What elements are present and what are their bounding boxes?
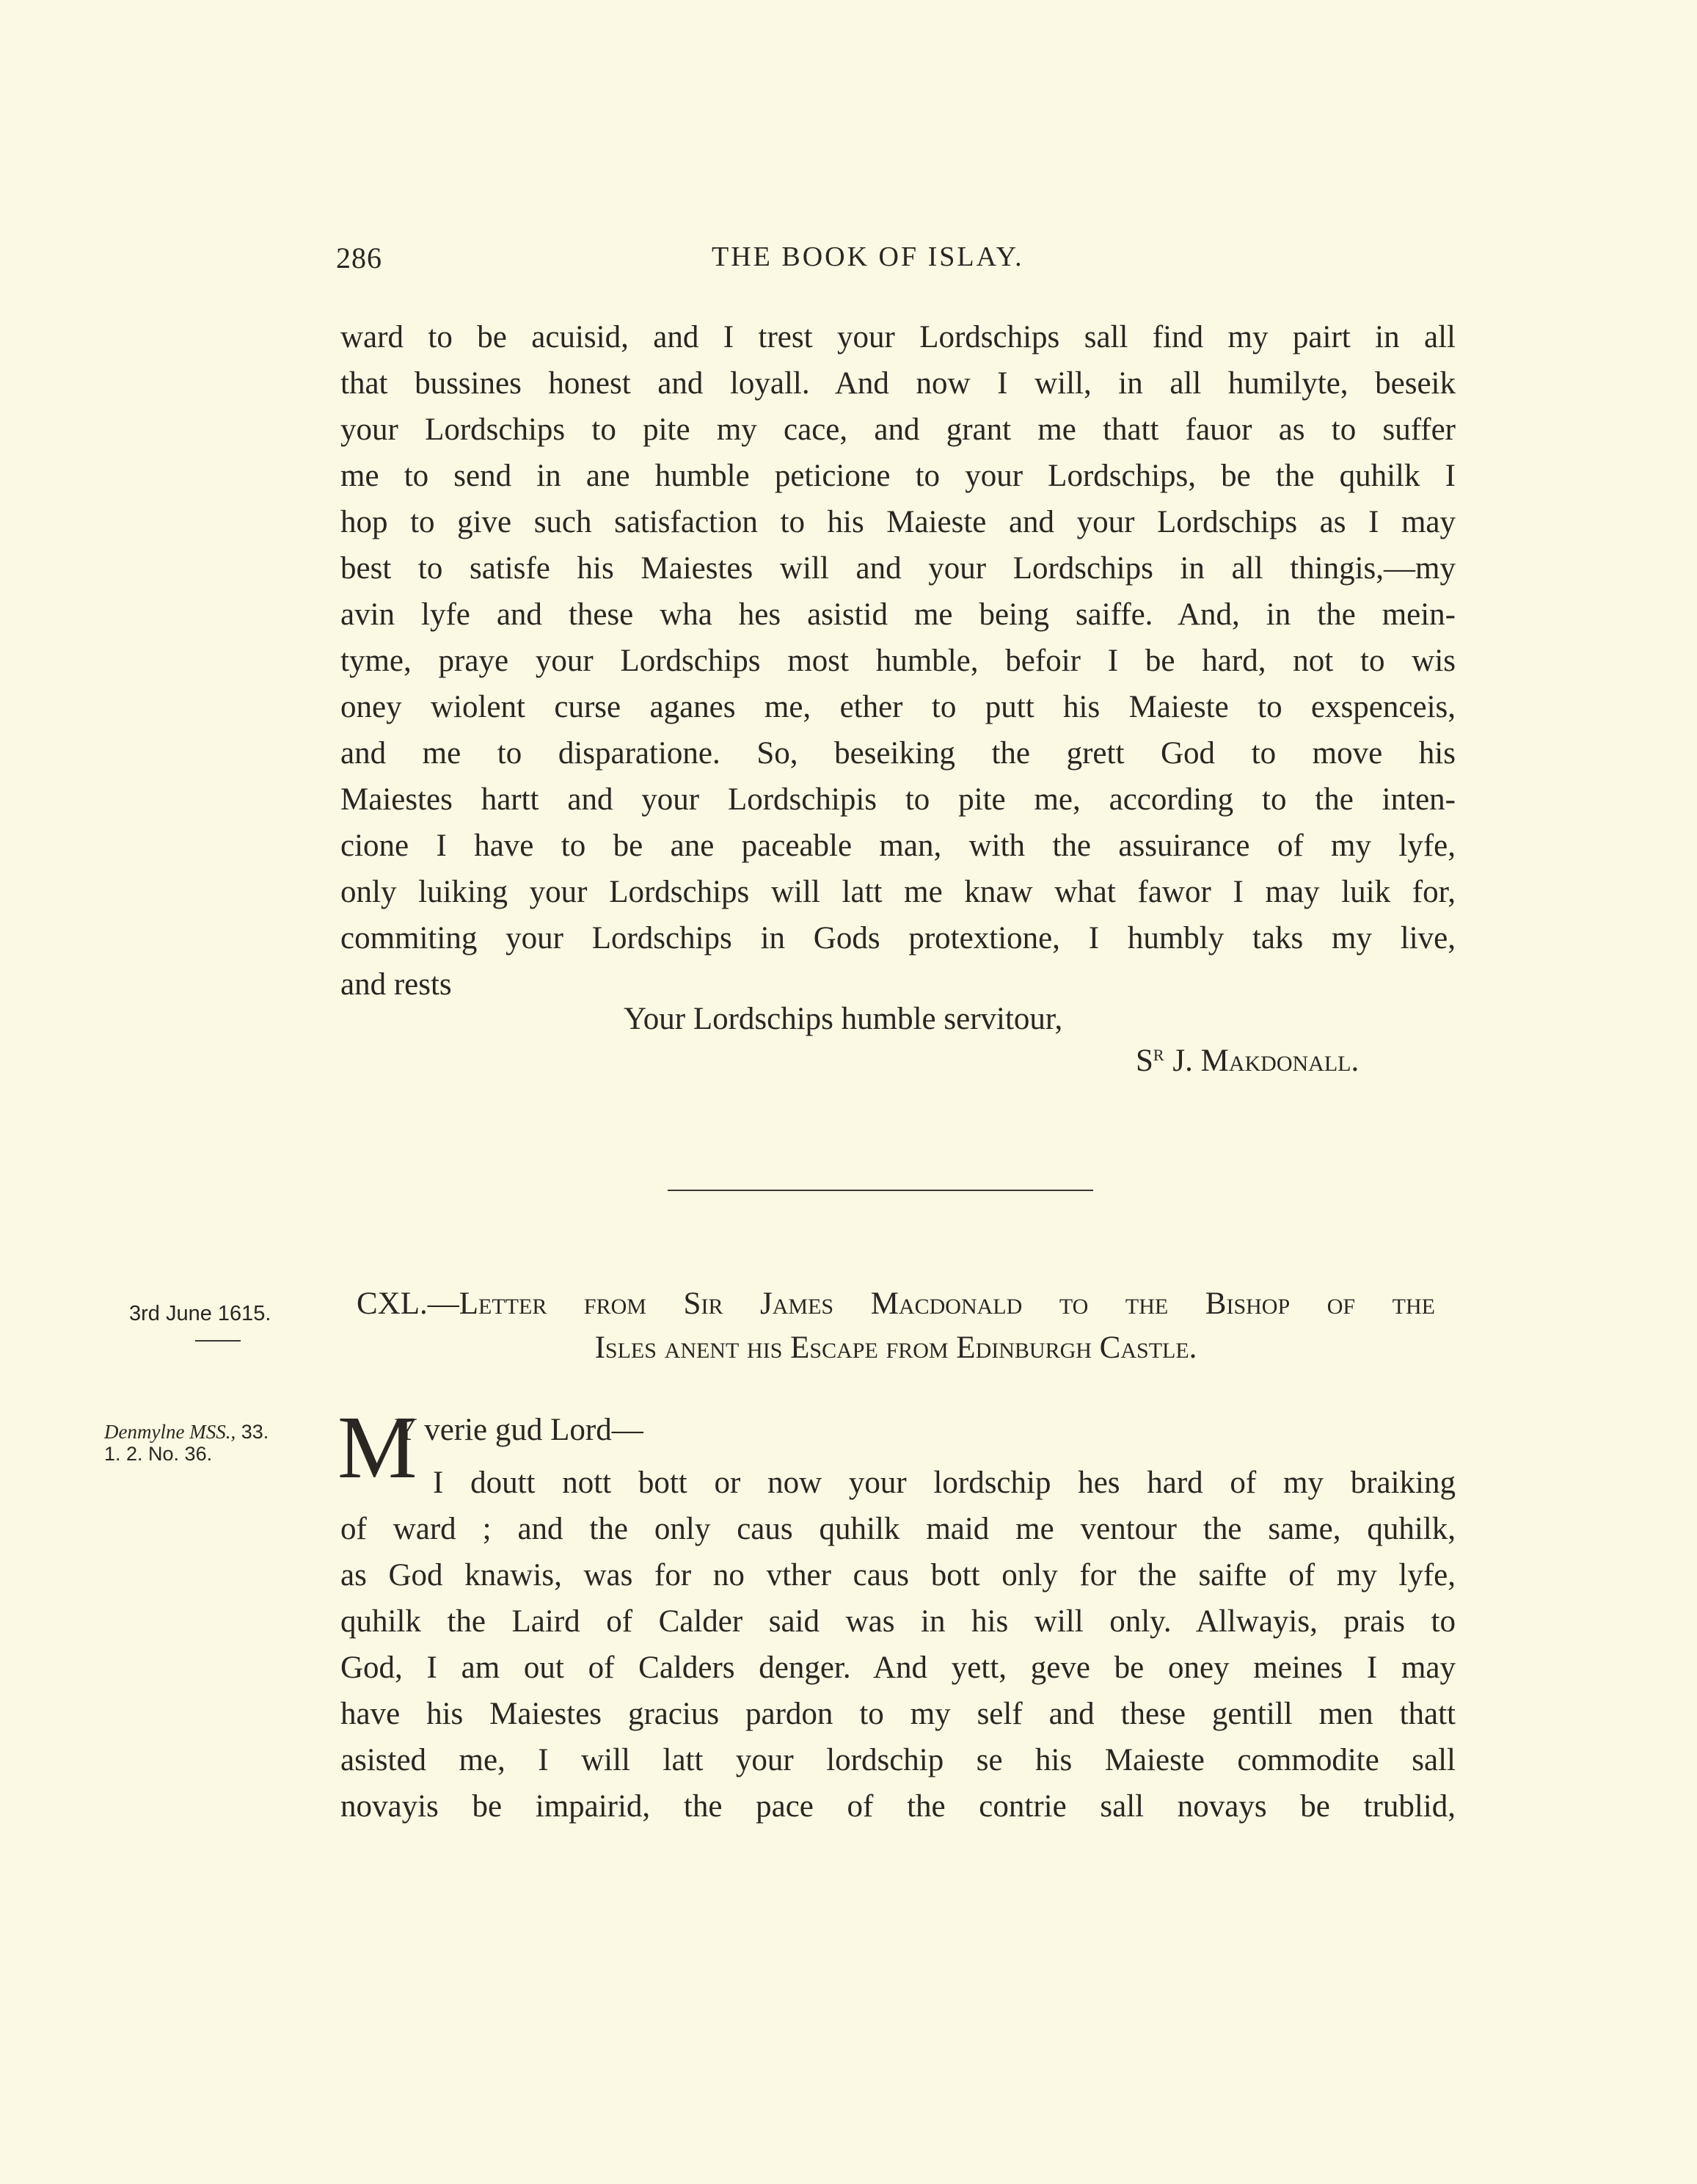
drop-cap: M	[337, 1398, 417, 1497]
section-divider	[668, 1190, 1093, 1191]
margin-source-rest: 33.	[236, 1421, 269, 1443]
text-line: oney wiolent curse aganes me, ether to putt his Maieste to exspenceis,	[340, 690, 1456, 724]
text-line: asisted me, I will latt your lordschip se his Maieste commodite sall	[340, 1743, 1456, 1777]
text-line: as God knawis, was for no vther caus bott only for the saifte of my lyfe,	[340, 1558, 1456, 1592]
signature-name: J. Makdonall.	[1172, 1044, 1360, 1078]
text-line: me to send in ane humble peticione to your Lordschips, be the quhilk I	[340, 459, 1456, 493]
text-line: your Lordschips to pite my cace, and grant me thatt fauor as to suffer	[340, 412, 1456, 447]
text-line: commiting your Lordschips in Gods protextione, I humbly taks my live,	[340, 921, 1456, 956]
text-line: that bussines honest and loyall. And now I will, in all humilyte, beseik	[340, 366, 1456, 401]
text-line: of ward ; and the only caus quhilk maid me ventour the same, quhilk,	[340, 1512, 1456, 1546]
text-line-last: and rests	[340, 967, 452, 1002]
margin-date: 3rd June 1615.	[129, 1302, 271, 1325]
text-line: tyme, praye your Lordschips most humble, befoir I be hard, not to wis	[340, 644, 1456, 678]
letter-first-line	[433, 1460, 1456, 1506]
text-line: Maiestes hartt and your Lordschipis to pite me, according to the inten-	[340, 782, 1456, 817]
running-title: THE BOOK OF ISLAY.	[712, 241, 1024, 272]
text-line: have his Maiestes gracius pardon to my self and these gentill men thatt	[340, 1697, 1456, 1731]
text-line: only luiking your Lordschips will latt me knaw what fawor I may luik for,	[340, 875, 1456, 909]
letter-signature	[1136, 1032, 1359, 1084]
text-line: and me to disparatione. So, beseiking the grett God to move his	[340, 736, 1456, 771]
text-line: novayis be impairid, the pace of the contrie sall novays be trublid,	[340, 1789, 1456, 1824]
letter-salutation: Y verie gud Lord—	[395, 1413, 643, 1447]
margin-source-italic: Denmylne MSS.,	[104, 1421, 236, 1443]
text-line: ward to be acuisid, and I trest your Lordschips sall find my pairt in all	[340, 320, 1456, 354]
signature-superscript: R	[1153, 1046, 1165, 1064]
margin-dash	[195, 1340, 241, 1342]
document-heading-line-2: Isles anent his Escape from Edinburgh Castle.	[594, 1331, 1197, 1365]
letter-signoff: Your Lordschips humble servitour,	[624, 1002, 1063, 1036]
new-letter-body	[340, 1506, 1456, 1830]
text-line: God, I am out of Calders denger. And yett, geve be oney meines I may	[340, 1650, 1456, 1685]
document-heading-line-1: CXL.—Letter from Sir James Macdonald to the Bishop of the	[357, 1286, 1435, 1321]
text-line: quhilk the Laird of Calder said was in his will only. Allwayis, prais to	[340, 1604, 1456, 1639]
continued-letter-body	[340, 314, 1456, 1008]
margin-source-line-1	[104, 1421, 269, 1443]
text-line: best to satisfe his Maiestes will and your Lordschips in all thingis,—my	[340, 551, 1456, 586]
text-line: hop to give such satisfaction to his Maieste and your Lordschips as I may	[340, 505, 1456, 539]
margin-source-line-2: 1. 2. No. 36.	[104, 1443, 213, 1465]
page-number: 286	[336, 241, 382, 274]
text-line: I doutt nott bott or now your lordschip hes hard of my braiking	[433, 1466, 1456, 1500]
text-line: cione I have to be ane paceable man, with the assuirance of my lyfe,	[340, 829, 1456, 863]
margin-source-note	[104, 1421, 269, 1465]
text-line: avin lyfe and these wha hes asistid me being saiffe. And, in the mein-	[340, 597, 1456, 632]
signature-prefix: S	[1136, 1044, 1153, 1078]
